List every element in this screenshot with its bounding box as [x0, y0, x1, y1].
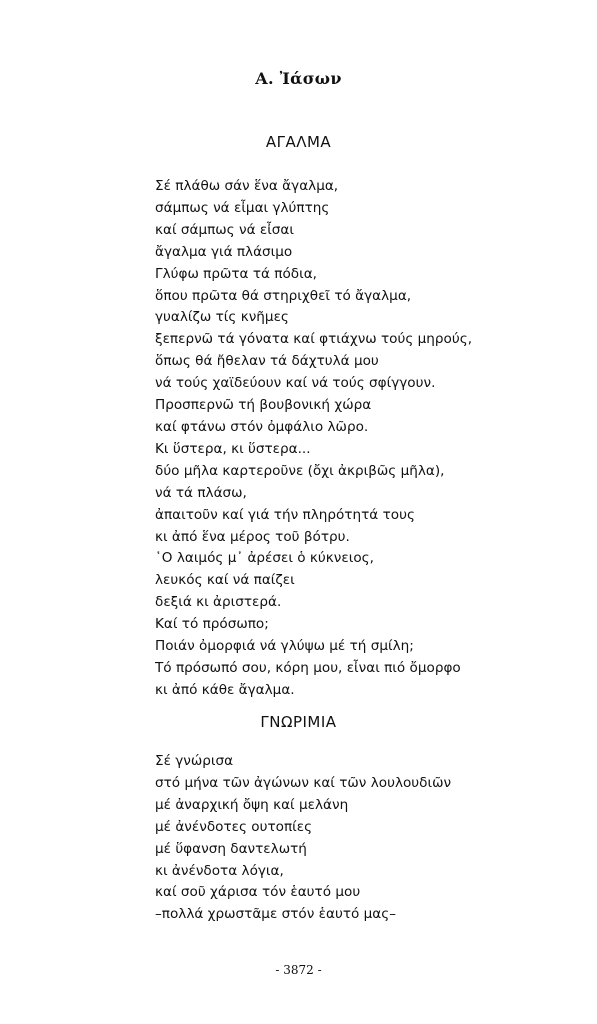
- poem-line: Καί τό πρόσωπο;: [155, 616, 269, 633]
- poem-line: καί σάμπως νά εἶσαι: [155, 221, 294, 238]
- poem-line: λευκός καί νά παίζει: [155, 572, 295, 589]
- poem-line: ῾Ο λαιμός μ᾿ ἀρέσει ὁ κύκνειος,: [155, 550, 374, 567]
- poem-line: καί φτάνω στόν ὀμφάλιο λῶρο.: [155, 418, 369, 435]
- poem-title: ΑΓΑΛΜΑ: [265, 133, 332, 151]
- poem-line: δεξιά κι ἀριστερά.: [155, 594, 282, 611]
- poem-line: μέ ὕφανση δαντελωτή: [155, 840, 307, 857]
- author-heading: Α. Ἰάσων: [255, 69, 342, 88]
- poem-line: στό μήνα τῶν ἀγώνων καί τῶν λουλουδιῶν: [155, 774, 452, 791]
- poem-line: κι ἀνένδοτα λόγια,: [155, 862, 284, 879]
- poem-line: Ποιάν ὀμορφιά νά γλύψω μέ τή σμίλη;: [155, 638, 414, 655]
- poem-line: ὅπου πρῶτα θά στηριχθεῖ τό ἄγαλμα,: [155, 287, 412, 304]
- poem-line: ξεπερνῶ τά γόνατα καί φτιάχνω τούς μηρούς,: [155, 331, 473, 348]
- poem-line: νά τούς χαϊδεύουν καί νά τούς σφίγγουν.: [155, 375, 436, 392]
- poem-line: Σέ πλάθω σάν ἕνα ἄγαλμα,: [155, 178, 339, 194]
- poem-line: μέ ἀναρχική ὄψη καί μελάνη: [155, 796, 349, 813]
- poem-line: ὅπως θά ἤθελαν τά δάχτυλά μου: [155, 353, 379, 370]
- poem-line: Σέ γνώρισα: [155, 753, 234, 769]
- poem-line: κι ἀπό ἕνα μέρος τοῦ βότρυ.: [155, 528, 350, 545]
- poem-line: Κι ὕστερα, κι ὕστερα...: [155, 440, 311, 457]
- poem-line: γυαλίζω τίς κνῆμες: [155, 309, 289, 326]
- poem-line: ἀπαιτοῦν καί γιά τήν πληρότητά τους: [155, 506, 415, 523]
- poem-body: [155, 176, 472, 702]
- poem-line: κι ἀπό κάθε ἄγαλμα.: [155, 681, 295, 698]
- poem-line: ἄγαλμα γιά πλάσιμο: [155, 243, 293, 260]
- poem-body: [155, 751, 451, 926]
- poem-line: σάμπως νά εἶμαι γλύπτης: [155, 199, 330, 216]
- poem-line: μέ ἀνένδοτες ουτοπίες: [155, 818, 313, 835]
- poem-line: Προσπερνῶ τή βουβονική χώρα: [155, 397, 372, 414]
- poem-line: –πολλά χρωστᾶμε στόν ἑαυτό μας–: [155, 906, 397, 923]
- poem-line: Τό πρόσωπό σου, κόρη μου, εἶναι πιό ὄμορφο: [155, 659, 461, 676]
- poem-line: Γλύφω πρῶτα τά πόδια,: [155, 265, 317, 282]
- page-number: - 3872 -: [275, 963, 322, 977]
- poem-line: δύο μῆλα καρτεροῦνε (ὄχι ἀκριβῶς μῆλα),: [155, 462, 445, 479]
- poem-line: νά τά πλάσω,: [155, 484, 247, 501]
- poem-line: καί σοῦ χάρισα τόν ἑαυτό μου: [155, 884, 361, 901]
- poem-title: ΓΝΩΡΙΜΙΑ: [260, 713, 337, 731]
